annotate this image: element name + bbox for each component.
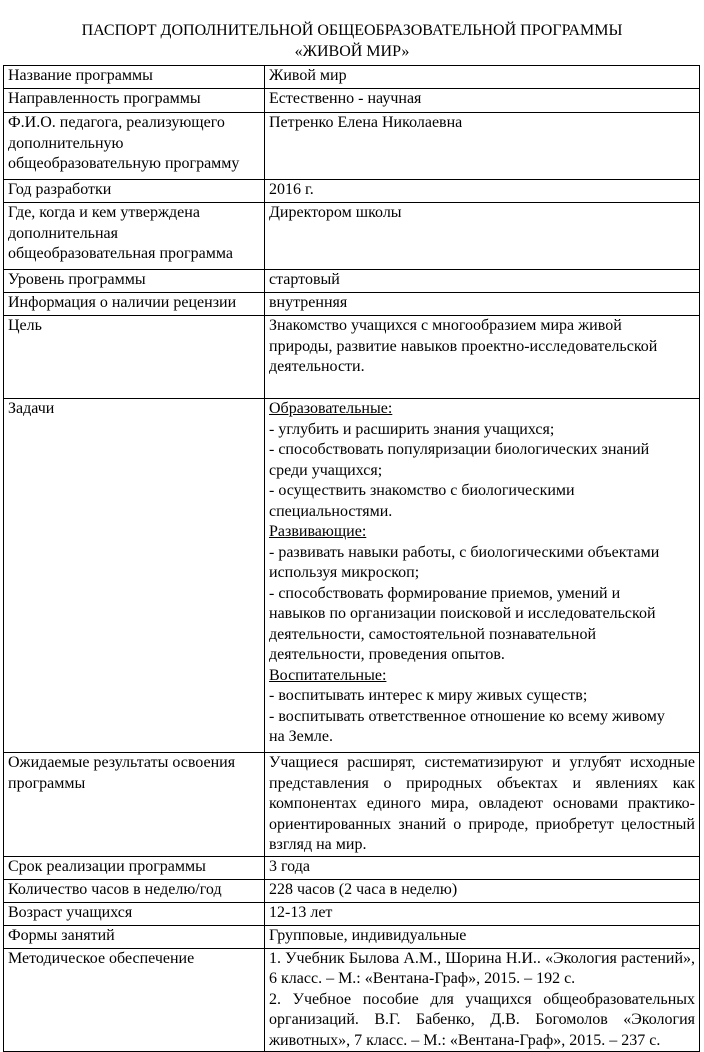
row-label: Формы занятий bbox=[4, 925, 265, 948]
row-label: Срок реализации программы bbox=[4, 856, 265, 879]
task-line: навыков по организации поисковой и исследовательской bbox=[269, 605, 656, 622]
row-label: Возраст учащихся bbox=[4, 902, 265, 925]
table-row bbox=[4, 879, 700, 902]
table-row bbox=[4, 89, 700, 113]
label-line: общеобразовательная программа bbox=[8, 245, 233, 262]
row-value: Естественно - научная bbox=[265, 89, 700, 113]
task-line: - развивать навыки работы, с биологическими объектами bbox=[269, 543, 660, 561]
row-value: Директором школы bbox=[265, 203, 700, 270]
row-value: Живой мир bbox=[265, 66, 700, 89]
row-label: Название программы bbox=[4, 66, 265, 89]
label-line: Ожидаемые результаты освоения bbox=[8, 754, 236, 771]
row-label: Год разработки bbox=[4, 180, 265, 203]
row-value: Учащиеся расширят, систематизируют и углубят исходные представления о природных объектах и явлениях как компонентах единого мира, овладеют основами практико-ориентированных знаний о природе, приобретут целостный взгляд на мир. bbox=[265, 753, 700, 857]
label-line: дополнительная bbox=[8, 224, 118, 242]
task-line: - воспитывать интерес к миру живых существ; bbox=[269, 687, 588, 704]
table-row bbox=[4, 113, 700, 180]
row-label: Цель bbox=[4, 316, 265, 399]
row-label bbox=[4, 753, 265, 857]
table-row bbox=[4, 753, 700, 857]
title-line-1: ПАСПОРТ ДОПОЛНИТЕЛЬНОЙ ОБЩЕОБРАЗОВАТЕЛЬНОЙ ПРОГРАММЫ bbox=[81, 22, 623, 39]
label-line: Ф.И.О. педагога, реализующего bbox=[8, 114, 225, 131]
row-value: внутренняя bbox=[265, 293, 700, 316]
task-line: деятельности, самостоятельной познавательной bbox=[269, 625, 597, 643]
task-line: среди учащихся; bbox=[269, 461, 383, 479]
row-value: 12-13 лет bbox=[265, 902, 700, 925]
task-line: - воспитывать ответственное отношение ко всему живому bbox=[269, 707, 665, 725]
task-line: - углубить и расширить знания учащихся; bbox=[269, 420, 555, 438]
label-line: программы bbox=[8, 774, 86, 792]
method-item: 1. Учебник Былова А.М., Шорина Н.И.. «Экология растений», 6 класс. – М.: «Вентана-Граф», 2015. – 192 с. bbox=[269, 949, 695, 987]
label-line: общеобразовательную программу bbox=[8, 155, 240, 172]
row-label: Методическое обеспечение bbox=[4, 948, 265, 1052]
program-passport-table bbox=[3, 65, 700, 1052]
row-value: 228 часов (2 часа в неделю) bbox=[265, 879, 700, 902]
row-label bbox=[4, 203, 265, 270]
row-value bbox=[265, 316, 700, 399]
table-row bbox=[4, 856, 700, 879]
task-line: специальностями. bbox=[269, 502, 393, 520]
section-heading-developing: Развивающие: bbox=[269, 523, 367, 540]
value-line: природы, развитие навыков проектно-исследовательской bbox=[269, 337, 658, 355]
label-line: дополнительную bbox=[8, 134, 124, 152]
table-row bbox=[4, 293, 700, 316]
table-row bbox=[4, 902, 700, 925]
task-line: деятельности, проведения опытов. bbox=[269, 646, 505, 663]
table-row bbox=[4, 203, 700, 270]
value-line: Знакомство учащихся с многообразием мира живой bbox=[269, 317, 622, 334]
section-heading-upbringing: Воспитательные: bbox=[269, 666, 387, 684]
method-item: 2. Учебное пособие для учащихся общеобразовательных организаций. В.Г. Бабенко, Д.В. Богомолов «Экология животных», 7 класс. – М.: «Вентана-Граф», 2015. – 237 с. bbox=[269, 990, 695, 1049]
task-line: на Земле. bbox=[269, 728, 333, 745]
row-value: Групповые, индивидуальные bbox=[265, 925, 700, 948]
value-line: деятельности. bbox=[269, 358, 365, 375]
row-value bbox=[265, 399, 700, 753]
table-row bbox=[4, 180, 700, 203]
row-label: Уровень программы bbox=[4, 270, 265, 293]
row-label bbox=[4, 113, 265, 180]
label-line: Где, когда и кем утверждена bbox=[8, 204, 200, 221]
table-row bbox=[4, 399, 700, 753]
row-label: Информация о наличии рецензии bbox=[4, 293, 265, 316]
section-heading-educational: Образовательные: bbox=[269, 400, 393, 417]
title-line-2: «ЖИВОЙ МИР» bbox=[294, 43, 410, 60]
task-line: - осуществить знакомство с биологическими bbox=[269, 482, 575, 499]
task-line: - способствовать популяризации биологических знаний bbox=[269, 441, 650, 458]
row-value: 3 года bbox=[265, 856, 700, 879]
document-title bbox=[0, 20, 704, 62]
task-line: - способствовать формирование приемов, умений и bbox=[269, 584, 621, 602]
row-label: Количество часов в неделю/год bbox=[4, 879, 265, 902]
task-line: используя микроскоп; bbox=[269, 564, 420, 581]
table-row bbox=[4, 925, 700, 948]
row-value: Петренко Елена Николаевна bbox=[265, 113, 700, 180]
row-value: стартовый bbox=[265, 270, 700, 293]
row-label: Задачи bbox=[4, 399, 265, 753]
table-row bbox=[4, 270, 700, 293]
row-label: Направленность программы bbox=[4, 89, 265, 113]
table-row bbox=[4, 316, 700, 399]
row-value: 2016 г. bbox=[265, 180, 700, 203]
table-row bbox=[4, 66, 700, 89]
